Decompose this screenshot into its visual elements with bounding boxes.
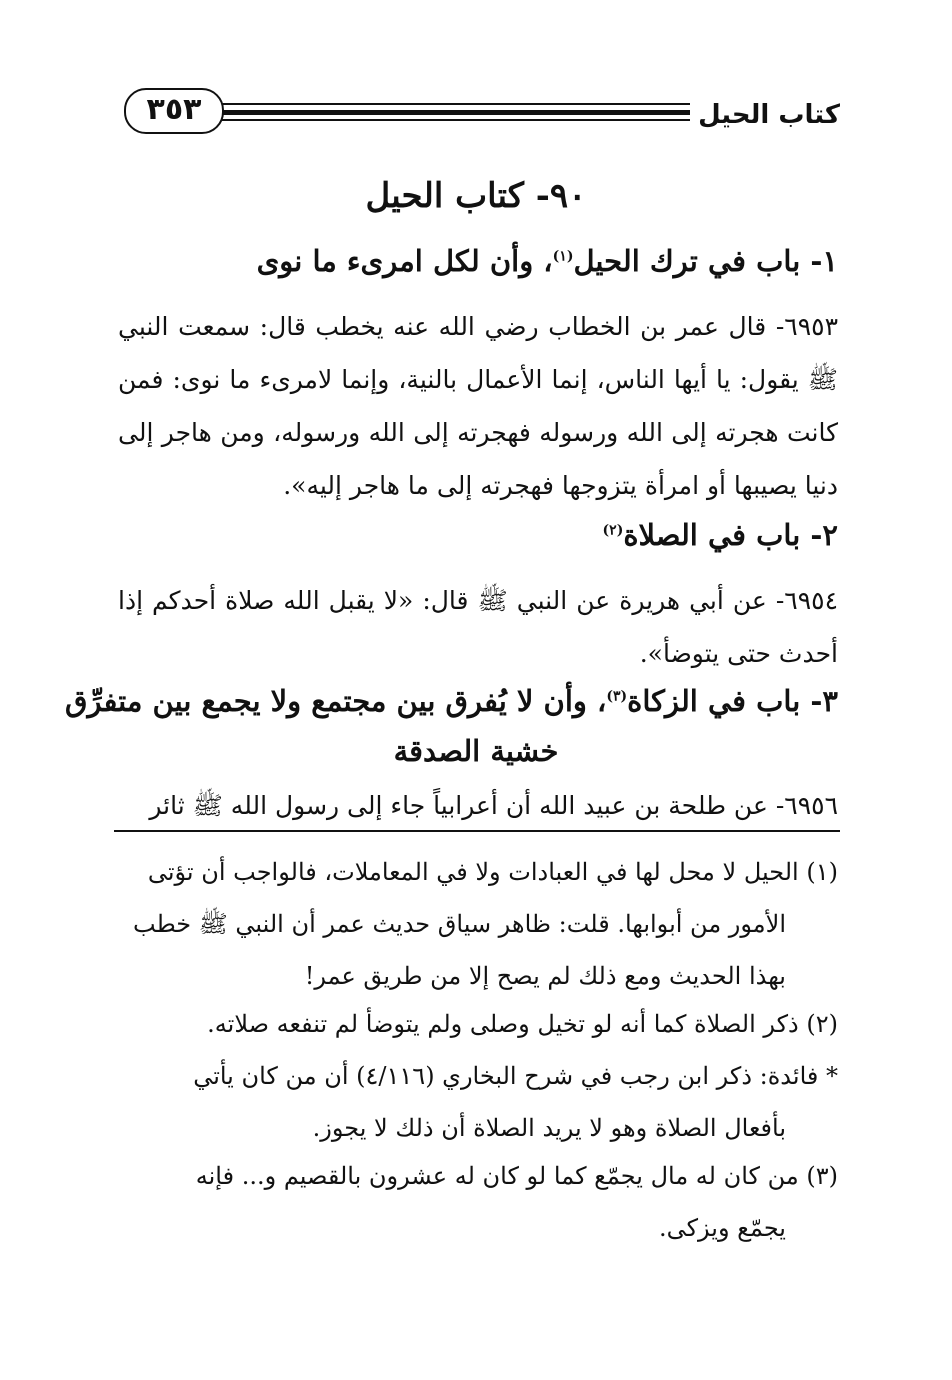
section-heading-3: ٣- باب في الزكاة$^{(٣)}$، وأن لا يُفرق بين مجتمع ولا يجمع بين متفرِّق [64,684,838,718]
asterisk-icon: * [826,1062,838,1090]
footnote-1: (١) الحيل لا محل لها في العبادات ولا في المعاملات، فالواجب أن تؤتى الأمور من أبوابها. قلت: ظاهر سياق حديث عمر أن النبي ﷺ خطب بهذا الحديث ومع ذلك لم يصح إلا من طريق عمر! [116,846,838,1002]
header-rule [214,103,690,124]
hadith-6954 [118,574,838,680]
footnote-marker: (١) [806,858,838,886]
hadith-number: ٦٩٥٦- [775,791,838,820]
hadith-text: عن أبي هريرة عن النبي ﷺ قال: «لا يقبل الله صلاة أحدكم إذا أحدث حتى يتوضأ». [118,586,838,668]
chapter-title: ٩٠- كتاب الحيل [365,176,587,216]
footnote-note-continuation: بأفعال الصلاة وهو لا يريد الصلاة أن ذلك لا يجوز. [312,1114,786,1142]
section-heading-3-line2: خشية الصدقة [393,734,559,768]
section-heading-2: ٢- باب في الصلاة$^{(٢)}$ [602,518,838,552]
footnote-marker: (٣) [806,1162,838,1190]
footnote-3: (٣) من كان له مال يجمّع كما لو كان له عشرون بالقصيم و... فإنه يجمّع ويزكى. [116,1150,838,1254]
hadith-text: قال عمر بن الخطاب رضي الله عنه يخطب قال: سمعت النبي ﷺ يقول: يا أيها الناس، إنما الأعمال بالنية، وإنما لامرىء ما نوى: فمن كانت هجرته إلى الله ورسوله فهجرته إلى الله ورسوله، ومن هاجر إلى دنيا يصيبها أو امرأة يتزوجها فهجرته إلى ما هاجر إليه». [118,312,838,500]
hadith-number: ٦٩٥٣- [775,312,838,341]
footnote-ref-1[interactable]: (١) [552,248,574,265]
footnote-2: (٢) ذكر الصلاة كما أنه لو تخيل وصلى ولم يتوضأ لم تنفعه صلاته. [207,1010,838,1038]
hadith-number: ٦٩٥٤- [775,586,838,615]
page-number: ٣٥٣ [124,88,224,134]
hadith-6953 [118,300,838,512]
section-heading-1: ١- باب في ترك الحيل$^{(١)}$، وأن لكل امرىء ما نوى [256,244,838,278]
footnote-3-continuation: يجمّع ويزكى. [658,1214,786,1242]
hadith-text: عن طلحة بن عبيد الله أن أعرابياً جاء إلى رسول الله ﷺ ثائر [149,791,776,820]
running-header-title: كتاب الحيل [698,100,840,130]
footnote-ref-2[interactable]: (٢) [602,522,624,539]
hadith-6956 [118,790,838,827]
footnote-marker: (٢) [806,1010,838,1038]
footnote-ref-3[interactable]: (٣) [606,688,628,705]
footnote-note: * فائدة: ذكر ابن رجب في شرح البخاري (٤/١١٦) أن من كان يأتي بأفعال الصلاة وهو لا يريد الصلاة أن ذلك لا يجوز. [116,1050,838,1154]
footnote-separator [114,830,840,832]
footnote-1-continuation: الأمور من أبوابها. قلت: ظاهر سياق حديث عمر أن النبي ﷺ خطب بهذا الحديث ومع ذلك لم يصح إلا من طريق عمر! [133,910,786,990]
